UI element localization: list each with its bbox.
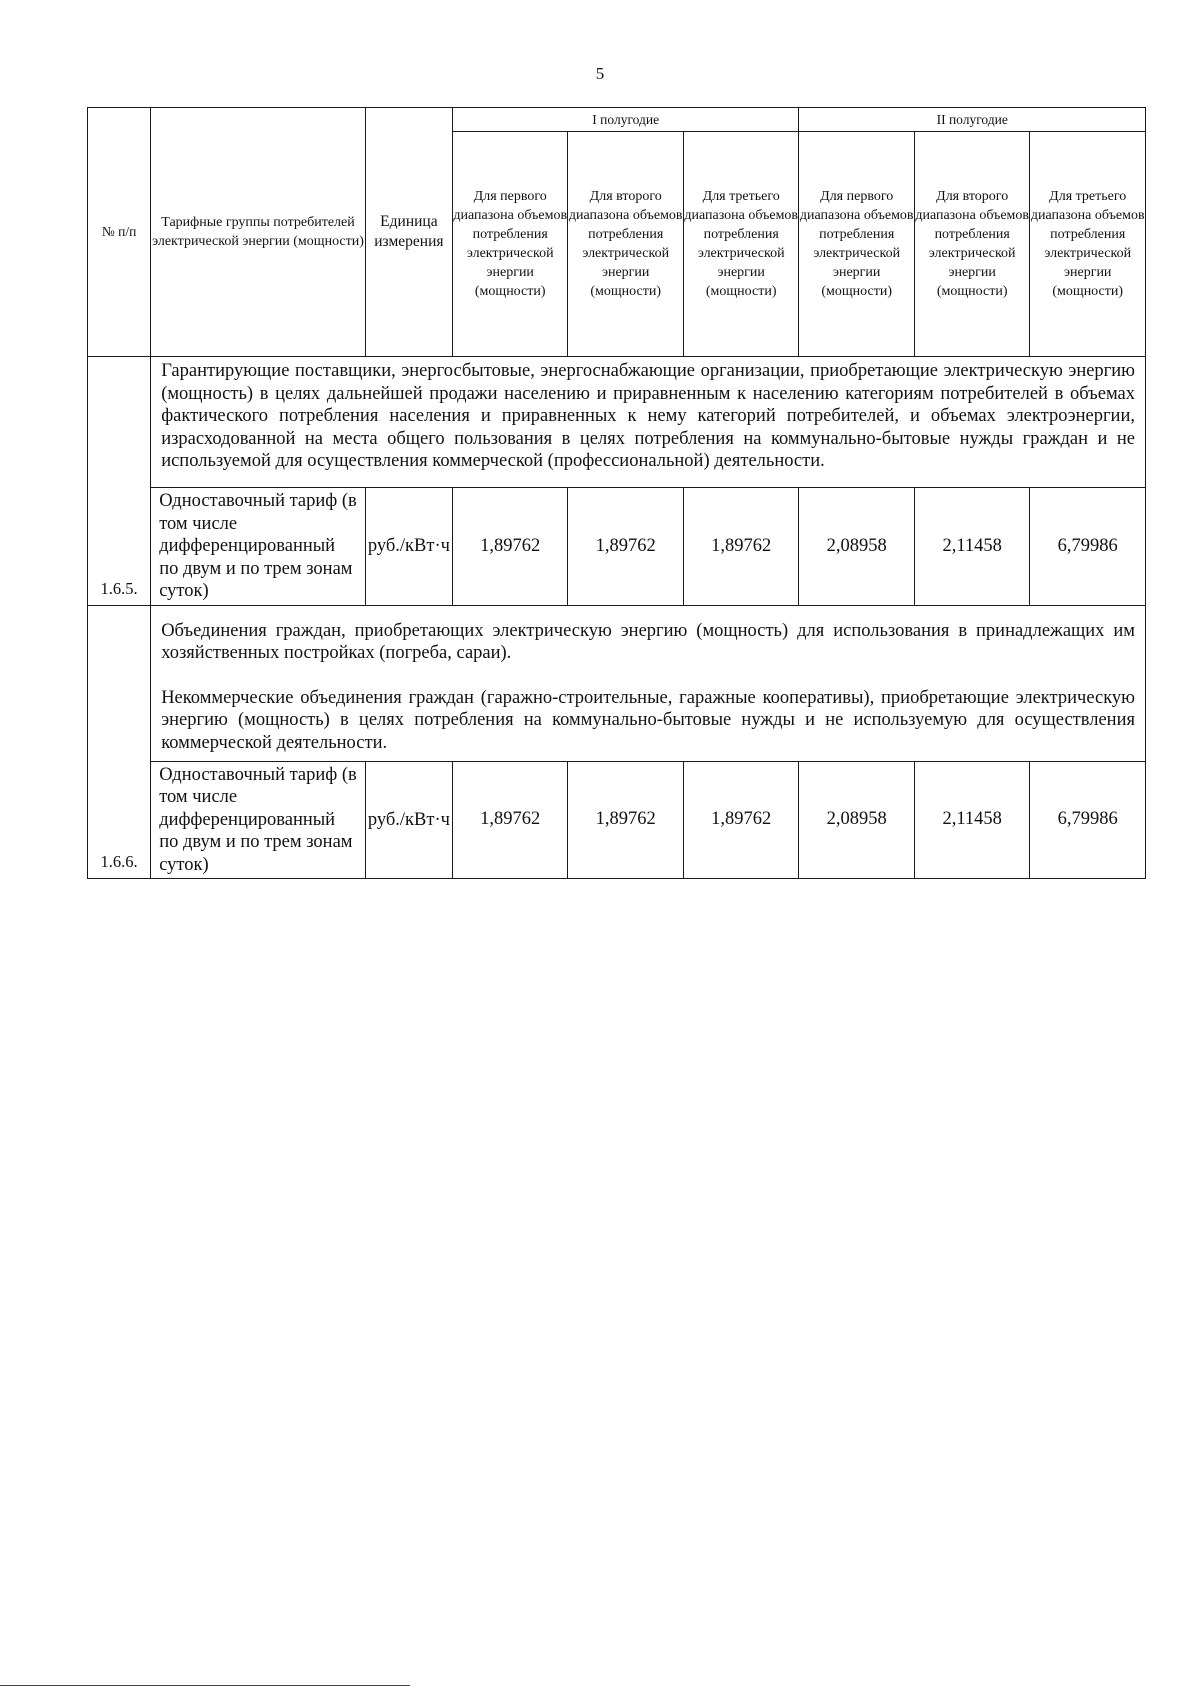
section-row [88, 605, 1146, 761]
header-tariff-groups: Тарифные группы потребителей электрической энергии (мощности) [151, 108, 366, 357]
value-h1-range-2: 1,89762 [568, 761, 683, 879]
section-number: 1.6.6. [88, 605, 151, 879]
section-number: 1.6.5. [88, 357, 151, 606]
value-h2-range-3: 6,79986 [1030, 761, 1146, 879]
header-h1-range-2: Для второго диапазона объемов потребления электрической энергии (мощности) [568, 132, 683, 357]
description-paragraph: Объединения граждан, приобретающих электрическую энергию (мощность) для использования в принадлежащих им хозяйственных постройках (погреба, сараи). [161, 620, 1135, 663]
section-description [151, 357, 1146, 488]
value-h1-range-3: 1,89762 [683, 761, 799, 879]
value-h2-range-1: 2,08958 [799, 761, 914, 879]
tariff-table [87, 107, 1146, 879]
header-h1-range-3: Для третьего диапазона объемов потребления электрической энергии (мощности) [683, 132, 799, 357]
value-h1-range-2: 1,89762 [568, 488, 683, 606]
description-paragraph: Некоммерческие объединения граждан (гаражно-строительные, гаражные кооперативы), приобретающие электрическую энергию (мощность) в целях потребления на коммунально-бытовые нужды и не используемую для осуществления коммерческой деятельности. [161, 687, 1135, 753]
tariff-row [88, 488, 1146, 606]
value-h1-range-1: 1,89762 [452, 761, 567, 879]
value-h1-range-1: 1,89762 [452, 488, 567, 606]
footer-rule [0, 1685, 410, 1686]
header-half-2: II полугодие [799, 108, 1146, 132]
header-h2-range-3: Для третьего диапазона объемов потребления электрической энергии (мощности) [1030, 132, 1146, 357]
value-h2-range-1: 2,08958 [799, 488, 914, 606]
tariff-name: Одноставочный тариф (в том числе дифференцированный по двум и по трем зонам суток) [151, 761, 366, 879]
unit-cell: руб./кВт·ч [365, 488, 452, 606]
header-half-1: I полугодие [452, 108, 798, 132]
header-h1-range-1: Для первого диапазона объемов потребления электрической энергии (мощности) [452, 132, 567, 357]
value-h2-range-2: 2,11458 [914, 488, 1029, 606]
header-h2-range-1: Для первого диапазона объемов потребления электрической энергии (мощности) [799, 132, 914, 357]
description-paragraph: Гарантирующие поставщики, энергосбытовые, энергоснабжающие организации, приобретающие электрическую энергию (мощность) в целях дальнейшей продажи населению и приравненным к населению категориям потребителей в объемах фактического потребления населения и приравненных к нему категорий потребителей, и объемах электроэнергии, израсходованной на места общего пользования в целях потребления на коммунально-бытовые нужды граждан и не используемой для осуществления коммерческой (профессиональной) деятельности. [161, 361, 1135, 471]
value-h2-range-2: 2,11458 [914, 761, 1029, 879]
section-description [151, 605, 1146, 761]
value-h1-range-3: 1,89762 [683, 488, 799, 606]
unit-cell: руб./кВт·ч [365, 761, 452, 879]
header-h2-range-2: Для второго диапазона объемов потребления электрической энергии (мощности) [914, 132, 1029, 357]
value-h2-range-3: 6,79986 [1030, 488, 1146, 606]
header-unit: Единица измерения [365, 108, 452, 357]
tariff-name: Одноставочный тариф (в том числе дифференцированный по двум и по трем зонам суток) [151, 488, 366, 606]
section-row [88, 357, 1146, 488]
tariff-row [88, 761, 1146, 879]
page-number: 5 [595, 64, 605, 83]
header-number: № п/п [88, 108, 151, 357]
